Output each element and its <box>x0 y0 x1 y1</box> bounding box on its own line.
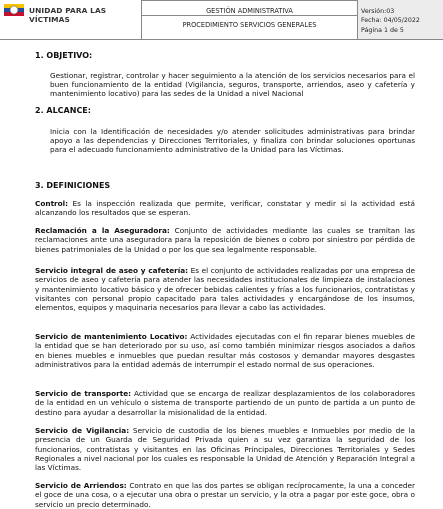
colombia-coat-of-arms-icon <box>3 2 25 19</box>
definition-text: Servicio de custodia de los bienes muebles e Inmuebles por medio de la presencia de un Guarda de Seguridad Privada quien a su vez garantiza la seguridad de los funcionarios, contratistas y visitantes en las Oficinas Principales, Direcciones Territoriales y Sedes Regionales a nivel nacional por los cuales es responsable la Unidad de Atención y Reparación Integral a las Víctimas. <box>35 426 415 473</box>
definition-term: Reclamación a la Aseguradora: <box>35 226 170 235</box>
header-divider <box>142 15 357 16</box>
logo-cell <box>0 0 142 40</box>
definition-text: Conjunto de actividades mediante las cuales se tramitan las reclamaciones ante una aseguradora para la reposición de bienes o cobro por siniestro por pérdida de bienes patrimoniales de la Unidad o por los que sea legalmente responsable. <box>35 226 415 254</box>
definition-control <box>35 199 415 218</box>
document-header <box>0 0 443 40</box>
section-alcance-text: Inicia con la Identificación de necesidades y/o atender solicitudes administrativas para brindar apoyo a las dependencias y Direcciones Territoriales, y finaliza con brindar soluciones oportunas para el adecuado funcionamiento administrativo de la Unidad para las Víctimas. <box>50 127 415 155</box>
definition-reclamacion <box>35 226 415 254</box>
definition-term: Servicio de mantenimiento Locativo: <box>35 332 188 341</box>
definition-transporte <box>35 389 415 417</box>
section-objetivo-text: Gestionar, registrar, controlar y hacer seguimiento a la atención de los servicios necesarios para el buen funcionamiento de la entidad (Vigilancia, seguros, transporte, arriendos, aseo y cafetería y mantenimiento locativo) para las sedes de la Unidad a nivel Nacional <box>50 71 415 99</box>
header-meta-block <box>357 0 443 40</box>
section-definiciones-heading: 3. DEFINICIONES <box>35 181 111 190</box>
definition-term: Control: <box>35 199 69 208</box>
definition-text: Actividades ejecutadas con el fin reparar bienes muebles de la entidad que se han deteriorado por su uso, así como también minimizar riesgos asociados a daños en bienes muebles e inmuebles que puedan resultar más costosos y demandar mayores desgastes administrativos para la entidad además de interrumpir el estado normal de sus operaciones. <box>35 332 415 369</box>
brand-name: UNIDAD PARA LAS VÍCTIMAS <box>29 6 107 24</box>
date-label: Fecha: 04/05/2022 <box>361 17 420 24</box>
area-title: GESTIÓN ADMINISTRATIVA <box>206 7 293 15</box>
page-label: Página 1 de 5 <box>361 27 404 34</box>
procedure-title: PROCEDIMIENTO SERVICIOS GENERALES <box>182 21 317 29</box>
definition-vigilancia <box>35 426 415 472</box>
definition-term: Servicio de transporte: <box>35 389 132 398</box>
header-title-block <box>142 0 357 40</box>
definition-arriendos <box>35 481 415 509</box>
definition-mantenimiento-locativo <box>35 332 415 369</box>
definition-term: Servicio de Vigilancia: <box>35 426 130 435</box>
definition-text: Es la inspección realizada que permite, verificar, constatar y medir si la actividad está alcanzando los resultados que se esperan. <box>35 199 415 218</box>
definition-term: Servicio de Arriendos: <box>35 481 127 490</box>
definition-text: Es el conjunto de actividades realizadas por una empresa de servicios de aseo y cafetería para atender las necesidades institucionales de limpieza de instalaciones y mantenimiento locativo básico y de ofrecer bebidas calientes y frías a los funcionarios, contratistas y visitantes con personal propio capacitado para tales actividades y encargándose de los insumos, elementos, equipos y maquinaria necesarios para llevar a cabo las actividades. <box>35 266 415 313</box>
section-objetivo-heading: 1. OBJETIVO: <box>35 51 93 60</box>
definition-term: Servicio integral de aseo y cafetería: <box>35 266 189 275</box>
version-label: Versión:03 <box>361 8 395 15</box>
definition-text: Actividad que se encarga de realizar desplazamientos de los colaboradores de la entidad en un vehículo o sistema de transporte partiendo de un punto de partida a un punto de destino para ayudar a desarrollar la misionalidad de la entidad. <box>35 389 415 417</box>
definition-aseo-cafeteria <box>35 266 415 312</box>
definition-text: Contrato en que las dos partes se obligan recíprocamente, la una a conceder el goce de una cosa, o a ejecutar una obra o prestar un servicio, y la otra a pagar por este goce, obra o servicio un precio determinado. <box>35 481 416 509</box>
section-alcance-heading: 2. ALCANCE: <box>35 106 91 115</box>
